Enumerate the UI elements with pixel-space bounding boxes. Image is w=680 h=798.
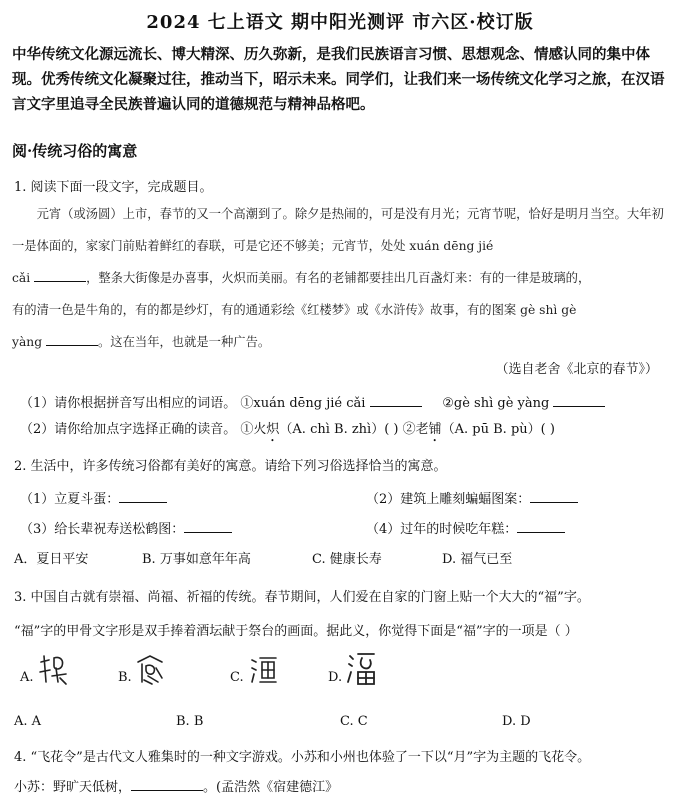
q3-stem-1: 3. 中国自古就有崇福、尚福、祈福的传统。春节期间，人们爱在自家的门窗上贴一个大大的“福”字。	[14, 590, 590, 605]
passage-line-2-text: ，整条大街像是办喜事，火炽而美丽。有名的老铺都要挂出几百盏灯来：有的一律是玻璃的，	[86, 271, 591, 285]
dotted-char-chi: 炽	[266, 422, 280, 437]
passage-line-4-text: 。这在当年，也就是一种广告。	[98, 335, 271, 349]
oracle-glyph-a-icon	[38, 652, 70, 688]
q1-sub1-label: （1）请你根据拼音写出相应的词语。 ①xuán dēng jié cǎi	[20, 396, 366, 411]
q3-glyph-label-a: A.	[20, 670, 34, 685]
q3-answer-a[interactable]: A. A	[14, 714, 42, 729]
q3-stem-2: “福”字的甲骨文字形是双手捧着酒坛献于祭台的画面。据此义，你觉得下面是“福”字的一项是（ ）	[14, 624, 578, 639]
oracle-glyph-d-icon	[346, 650, 378, 688]
answer-blank-4[interactable]	[553, 394, 605, 407]
oracle-glyph-b-icon	[134, 652, 166, 688]
q4-line	[14, 776, 338, 795]
q4-line-source: 。(孟浩然《宿建德江》	[203, 780, 339, 795]
passage-source: （选自老舍《北京的春节》）	[495, 362, 658, 377]
answer-blank-9[interactable]	[131, 778, 203, 791]
pinyin-yang: yàng	[12, 335, 43, 349]
q3-glyph-label-b: B.	[118, 670, 132, 685]
q2-option-c[interactable]: C. 健康长寿	[312, 552, 382, 567]
q1-stem: 1. 阅读下面一段文字，完成题目。	[14, 180, 213, 195]
q3-answer-d[interactable]: D. D	[502, 714, 531, 729]
q2-item-4-label: （4）过年的时候吃年糕：	[366, 522, 518, 537]
passage-line-4	[12, 326, 668, 358]
answer-blank-7[interactable]	[184, 520, 232, 533]
q2-item-1	[20, 488, 167, 507]
q2-item-1-label: （1）立夏斗蛋：	[20, 492, 120, 507]
oracle-glyph-c-icon	[248, 652, 280, 688]
q1-sub2-options-1: （A. chì B. zhì）( ) ②老	[279, 422, 429, 437]
pinyin-caiblank: cǎi	[12, 271, 31, 285]
q2-option-a[interactable]: A．夏日平安	[14, 552, 89, 567]
section-title: 阅·传统习俗的寓意	[12, 142, 138, 160]
answer-blank-1[interactable]	[34, 269, 86, 282]
q1-sub2-options-2: （A. pū B. pù）( )	[441, 422, 555, 437]
answer-blank-2[interactable]	[46, 333, 98, 346]
passage-line-3: 有的清一色是牛角的，有的都是纱灯，有的通通彩绘《红楼梦》或《水浒传》故事，有的图案 gè shì gè	[12, 303, 577, 317]
intro-paragraph: 中华传统文化源远流长、博大精深、历久弥新，是我们民族语言习惯、思想观念、情感认同的集中体现。优秀传统文化凝聚过往，推动当下，昭示未来。同学们，让我们来一场传统文化学习之旅，在汉语言文字里追寻全民族普遍认同的道德规范与精神品格吧。	[12, 46, 665, 113]
page-title: 2024 七上语文 期中阳光测评 市六区·校订版	[146, 12, 534, 33]
q1-sub2-label: （2）请你给加点字选择正确的读音。 ①火	[20, 422, 267, 437]
q2-stem: 2. 生活中，许多传统习俗都有美好的寓意。请给下列习俗选择恰当的寓意。	[14, 459, 447, 474]
q2-option-d[interactable]: D. 福气已至	[442, 552, 513, 567]
q2-item-2	[366, 488, 578, 507]
q1-sub1-label-b: ②gè shì gè yàng	[442, 396, 550, 411]
answer-blank-6[interactable]	[530, 490, 578, 503]
q4-stem: 4. “飞花令”是古代文人雅集时的一种文字游戏。小苏和小州也体验了一下以“月”字为主题的飞花令。	[14, 750, 591, 765]
q2-item-2-label: （2）建筑上雕刻蝙蝠图案：	[366, 492, 531, 507]
q1-passage	[12, 208, 668, 358]
answer-blank-3[interactable]	[370, 394, 422, 407]
q1-sub2	[20, 418, 555, 445]
passage-line-2	[12, 262, 668, 294]
q3-glyph-label-d: D.	[328, 670, 343, 685]
dotted-char-pu: 铺	[428, 422, 442, 437]
q2-item-3	[20, 518, 232, 537]
q2-item-3-label: （3）给长辈祝寿送松鹤图：	[20, 522, 185, 537]
q3-answer-b[interactable]: B. B	[176, 714, 204, 729]
q4-line-label: 小苏：野旷天低树，	[14, 780, 132, 795]
passage-line-1: 元宵（或汤圆）上市，春节的又一个高潮到了。除夕是热闹的，可是没有月光；元宵节呢，恰好是明月当空。大年初一是体面的，家家门前贴着鲜红的春联，可是它还不够美；元宵节，处处 xuán dēng jié	[12, 207, 664, 253]
q2-item-4	[366, 518, 565, 537]
q2-option-b[interactable]: B. 万事如意年年高	[142, 552, 251, 567]
answer-blank-5[interactable]	[119, 490, 167, 503]
q3-answer-c[interactable]: C. C	[340, 714, 368, 729]
q1-sub1	[20, 392, 605, 411]
answer-blank-8[interactable]	[517, 520, 565, 533]
q3-glyph-label-c: C.	[230, 670, 244, 685]
